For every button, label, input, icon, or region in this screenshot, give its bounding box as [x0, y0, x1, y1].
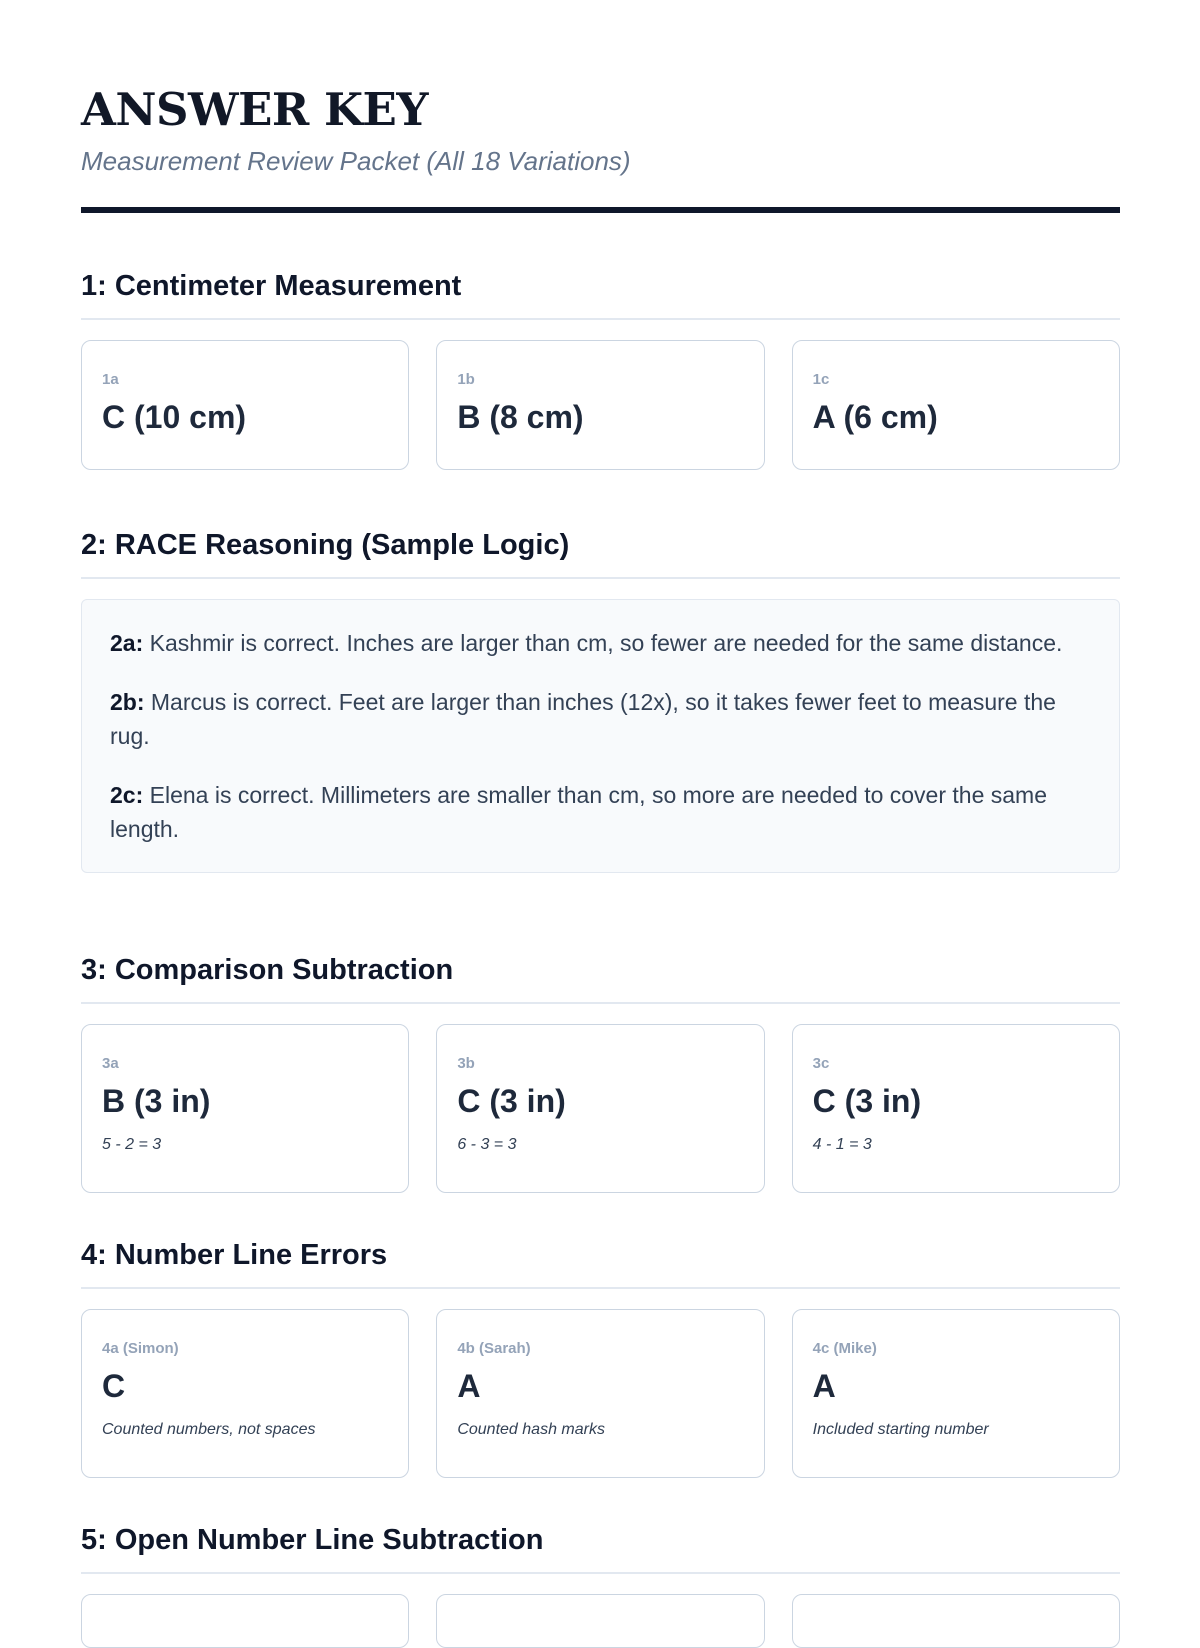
card-label: 1a	[102, 371, 119, 388]
card-label: 1c	[812, 371, 830, 388]
answer-card-5b	[436, 1594, 764, 1648]
answer-card-3c	[792, 1024, 1120, 1193]
race-item-tag: 2b:	[110, 689, 145, 715]
card-note: Included starting number	[812, 1421, 989, 1438]
race-item-2a	[110, 626, 1091, 660]
title-divider	[81, 207, 1120, 213]
card-answer: A (6 cm)	[812, 399, 938, 435]
card-answer: C (3 in)	[457, 1083, 566, 1119]
race-item-tag: 2c:	[110, 782, 144, 808]
answer-card-5a	[81, 1594, 409, 1648]
section-heading: 5: Open Number Line Subtraction	[81, 1522, 1120, 1574]
card-label: 4c (Mike)	[812, 1340, 877, 1357]
section-open-number-line-subtraction	[81, 1522, 1120, 1648]
answer-card-4c	[792, 1309, 1120, 1478]
document-title: ANSWER KEY	[81, 83, 428, 136]
card-answer: A	[812, 1368, 836, 1404]
answer-card-3b	[436, 1024, 764, 1193]
answer-card-1a	[81, 340, 409, 470]
answer-card-row	[81, 1024, 1120, 1193]
card-note: Counted numbers, not spaces	[102, 1421, 316, 1438]
card-label: 4b (Sarah)	[457, 1340, 531, 1357]
answer-card-row	[81, 1309, 1120, 1478]
answer-card-3a	[81, 1024, 409, 1193]
section-number-line-errors	[81, 1237, 1120, 1478]
section-heading: 1: Centimeter Measurement	[81, 268, 1120, 320]
race-item-text: Kashmir is correct. Inches are larger than cm, so fewer are needed for the same distance.	[143, 630, 1063, 656]
section-heading: 2: RACE Reasoning (Sample Logic)	[81, 527, 1120, 579]
section-comparison-subtraction	[81, 952, 1120, 1193]
race-reasoning-box	[81, 599, 1120, 873]
card-note: 5 - 2 = 3	[102, 1136, 162, 1153]
answer-card-4b	[436, 1309, 764, 1478]
race-item-text: Marcus is correct. Feet are larger than inches (12x), so it takes fewer feet to measure the rug.	[110, 689, 1056, 749]
answer-card-row	[81, 340, 1120, 470]
section-heading: 3: Comparison Subtraction	[81, 952, 1120, 1004]
card-answer: C	[102, 1368, 126, 1404]
card-label: 3b	[457, 1055, 475, 1072]
answer-card-row	[81, 1594, 1120, 1648]
card-label: 3a	[102, 1055, 119, 1072]
race-item-tag: 2a:	[110, 630, 144, 656]
card-answer: C (10 cm)	[102, 399, 247, 435]
card-label: 3c	[812, 1055, 830, 1072]
card-note: 6 - 3 = 3	[457, 1136, 517, 1153]
card-note: Counted hash marks	[457, 1421, 605, 1438]
card-answer: A	[457, 1368, 481, 1404]
card-answer: B (8 cm)	[457, 399, 584, 435]
card-label: 4a (Simon)	[102, 1340, 179, 1357]
card-answer: B (3 in)	[102, 1083, 211, 1119]
answer-card-1c	[792, 340, 1120, 470]
answer-card-5c	[792, 1594, 1120, 1648]
race-item-2c	[110, 778, 1091, 846]
card-label: 1b	[457, 371, 475, 388]
section-race-reasoning	[81, 527, 1120, 873]
card-answer: C (3 in)	[812, 1083, 922, 1119]
section-centimeter-measurement	[81, 268, 1120, 470]
section-heading: 4: Number Line Errors	[81, 1237, 1120, 1289]
race-item-2b	[110, 685, 1091, 753]
card-note: 4 - 1 = 3	[812, 1136, 872, 1153]
answer-card-4a	[81, 1309, 409, 1478]
race-item-text: Elena is correct. Millimeters are smaller than cm, so more are needed to cover the same length.	[110, 782, 1047, 842]
answer-card-1b	[436, 340, 764, 470]
document-subtitle: Measurement Review Packet (All 18 Variations)	[81, 146, 631, 176]
